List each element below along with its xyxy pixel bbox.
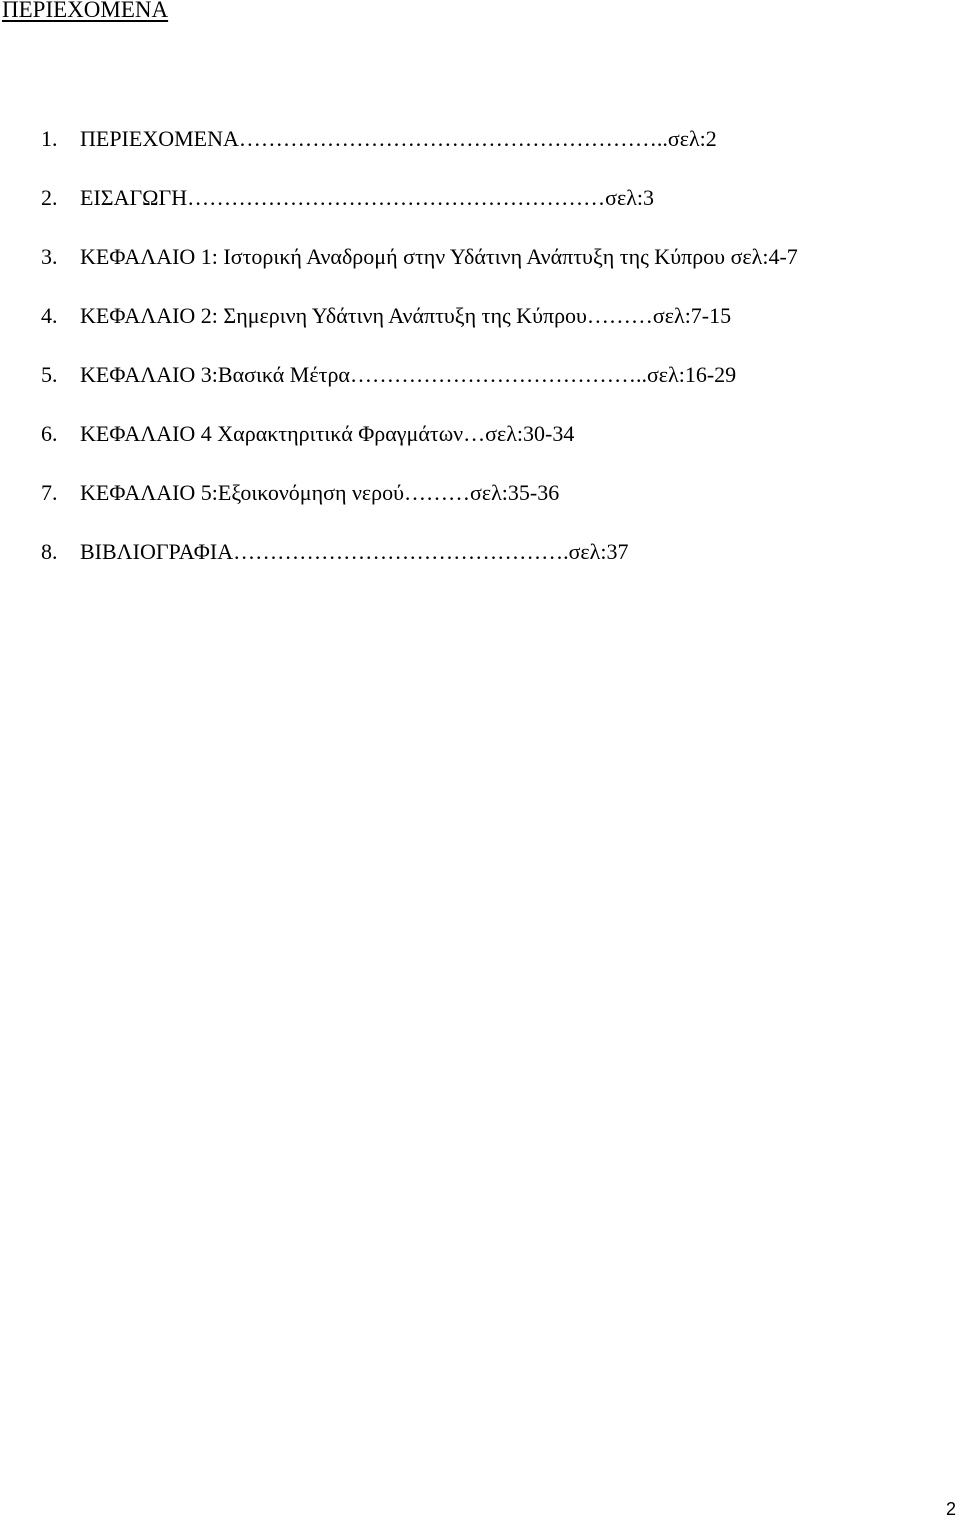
toc-item-number: 4. (41, 303, 58, 328)
toc-item-number: 1. (41, 126, 58, 151)
page-title: ΠΕΡΙΕΧΟΜΕΝΑ (2, 0, 169, 22)
page-number: 2 (945, 1499, 956, 1519)
toc-item-text: ΚΕΦΑΛΑΙΟ 4 Χαρακτηριτικά Φραγμάτων…σελ:30-34 (80, 421, 575, 446)
toc-item-number: 7. (41, 480, 58, 505)
toc-item-text: ΚΕΦΑΛΑΙΟ 1: Ιστορική Αναδρομή στην Υδάτινη Ανάπτυξη της Κύπρου σελ:4-7 (80, 244, 798, 269)
toc-item-text: ΚΕΦΑΛΑΙΟ 3:Βασικά Μέτρα…………………………………..σελ:16-29 (80, 362, 737, 387)
toc-item-text: ΠΕΡΙΕΧΟΜΕΝΑ…………………………………………………..σελ:2 (80, 126, 717, 151)
toc-item-number: 8. (41, 539, 58, 564)
toc-item-number: 3. (41, 244, 58, 269)
toc-item-number: 5. (41, 362, 58, 387)
toc-item-text: ΒΙΒΛΙΟΓΡΑΦΙΑ……………………………………….σελ:37 (80, 539, 629, 564)
toc-item-number: 2. (41, 185, 58, 210)
toc-item-number: 6. (41, 421, 58, 446)
toc-item-text: ΚΕΦΑΛΑΙΟ 2: Σημερινη Υδάτινη Ανάπτυξη της Κύπρου………σελ:7-15 (80, 303, 732, 328)
toc-item-text: ΚΕΦΑΛΑΙΟ 5:Εξοικονόμηση νερού………σελ:35-36 (80, 480, 560, 505)
toc-item-text: ΕΙΣΑΓΩΓΗ…………………………………………………σελ:3 (80, 185, 655, 210)
